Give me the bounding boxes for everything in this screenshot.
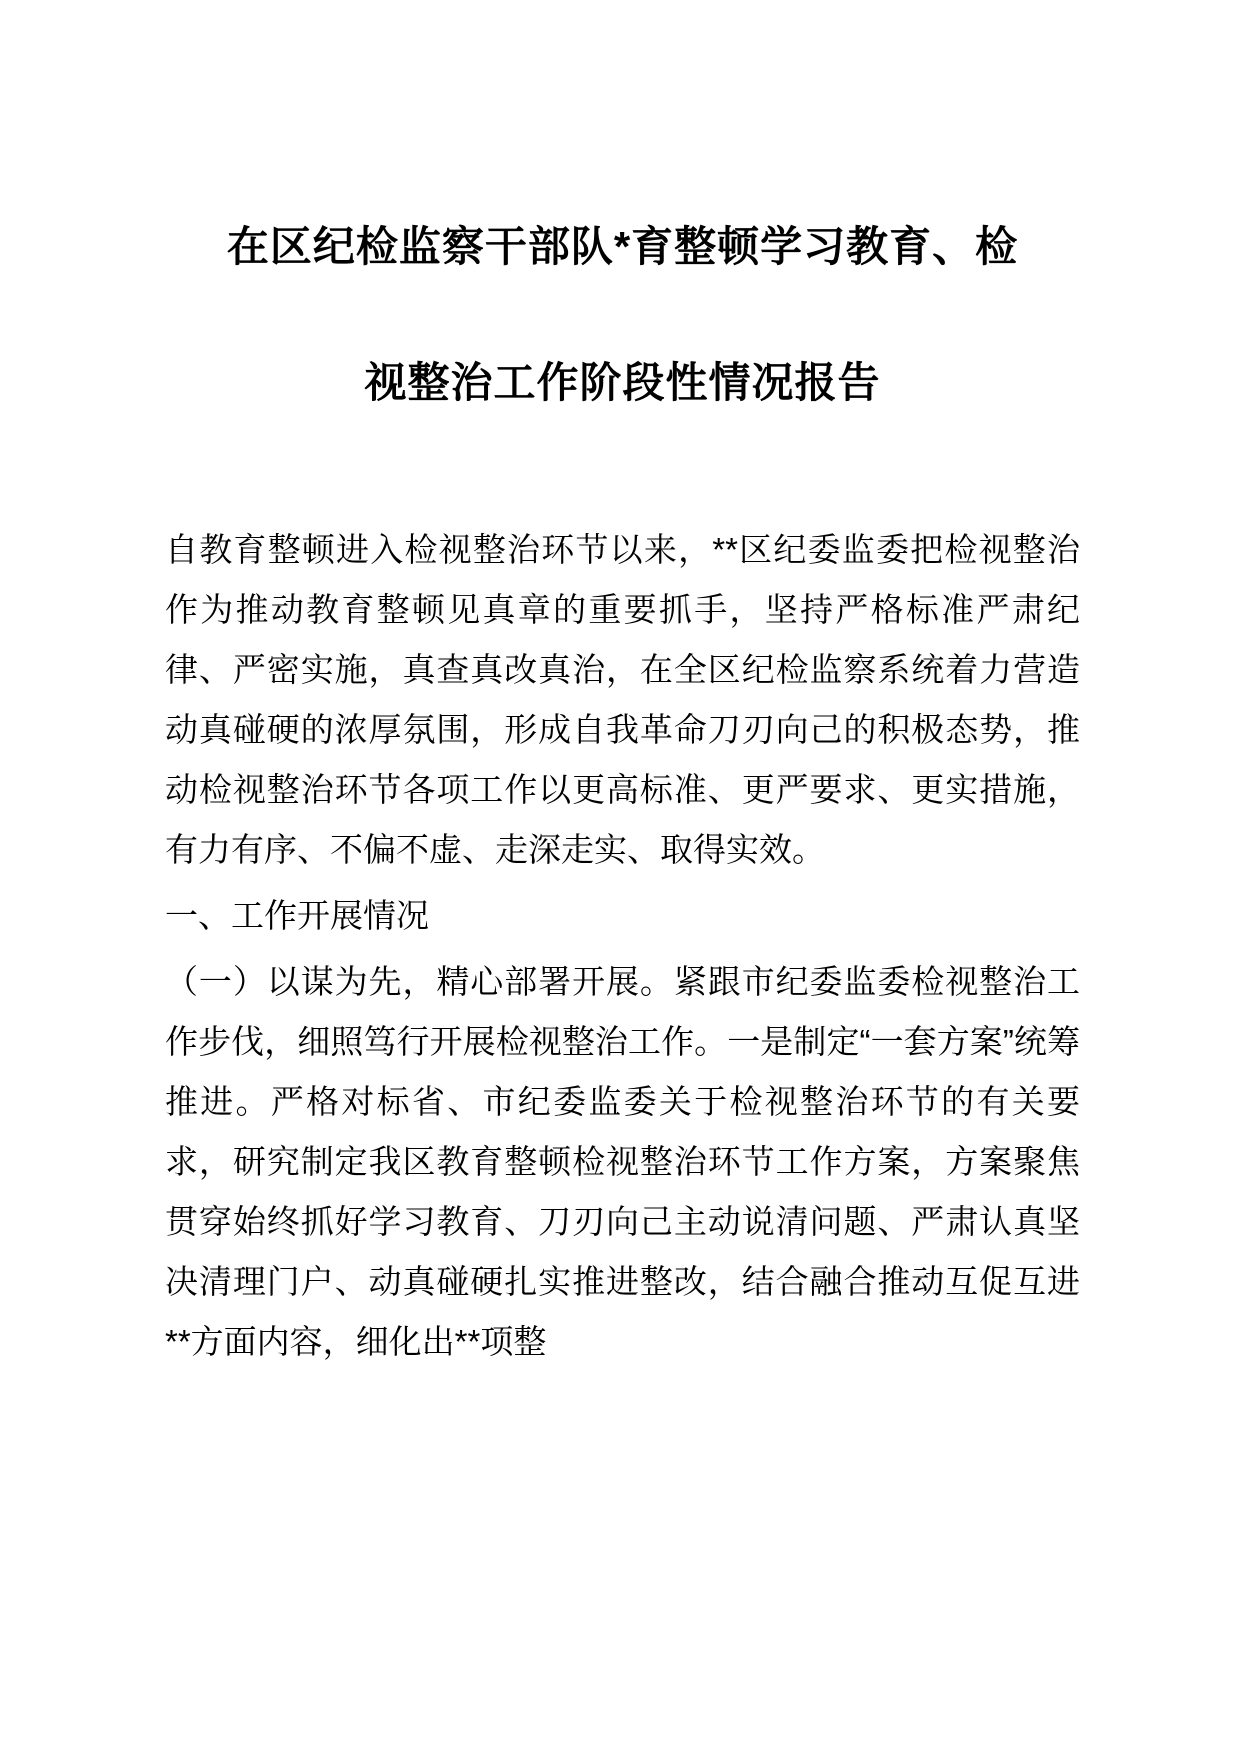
page-title (165, 215, 1080, 415)
page-title-line-2: 视整治工作阶段性情况报告 (364, 358, 881, 406)
section-heading-1: 一、工作开展情况 (165, 896, 429, 934)
body-paragraph-1: 自教育整顿进入检视整治环节以来，**区纪委监委把检视整治作为推动教育整顿见真章的重要抓手，坚持严格标准严肃纪律、严密实施，真查真改真治，在全区纪检监察系统着力营造动真碰硬的浓厚氛围，形成自我革命刀刃向己的积极态势，推动检视整治环节各项工作以更高标准、更严要求、更实措施，有力有序、不偏不虚、走深走实、取得实效。 (165, 530, 1080, 868)
page-title-line-1: 在区纪检监察干部队*育整顿学习教育、检 (226, 223, 1019, 270)
document-body (165, 520, 1080, 1373)
body-paragraph-2: （一）以谋为先，精心部署开展。紧跟市纪委监委检视整治工作步伐，细照笃行开展检视整治工作。一是制定“一套方案”统筹推进。严格对标省、市纪委监委关于检视整治环节的有关要求，研究制定我区教育整顿检视整治环节工作方案，方案聚焦贯穿始终抓好学习教育、刀刃向己主动说清问题、严肃认真坚决清理门户、动真碰硬扎实推进整改，结合融合推动互促互进**方面内容，细化出**项整 (165, 962, 1080, 1361)
